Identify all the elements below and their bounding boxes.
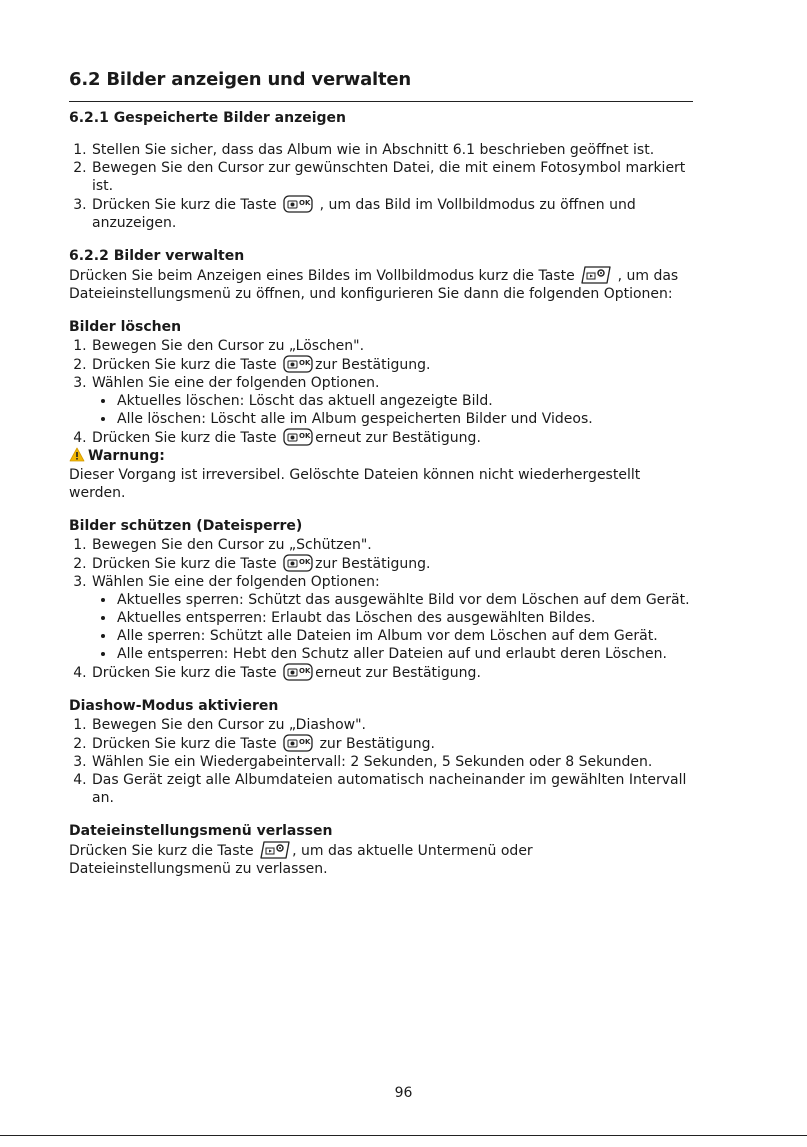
list-item: • Aktuelles sperren: Schützt das ausgewählte Bild vor dem Löschen auf dem Gerät.: [116, 591, 693, 609]
step-text: Wählen Sie eine der folgenden Optionen.: [92, 375, 380, 391]
list-item: [91, 428, 693, 447]
step-text: zur Bestätigung.: [315, 556, 431, 572]
ok-key-icon: [283, 663, 313, 681]
list-item: • Alle entsperren: Hebt den Schutz aller Dateien auf und erlaubt deren Löschen.: [116, 645, 693, 663]
section-6-2-1-title: 6.2.1 Gespeicherte Bilder anzeigen: [69, 110, 346, 126]
svg-text:OK: OK: [299, 738, 311, 746]
step-text: Drücken Sie kurz die Taste: [92, 736, 277, 752]
warning-icon: [69, 447, 85, 462]
paragraph-text: , um das Dateieinstellungsmenü zu öffnen, und konfigurieren Sie dann die folgenden Optionen:: [69, 268, 679, 302]
paragraph: [69, 266, 693, 303]
step-text: Drücken Sie kurz die Taste: [92, 430, 277, 446]
delete-images-title: Bilder löschen: [69, 319, 182, 335]
step-text: , um das Bild im Vollbildmodus zu öffnen und anzuzeigen.: [92, 197, 636, 231]
step-text: zur Bestätigung.: [315, 357, 431, 373]
slideshow-steps-list: [69, 716, 693, 807]
step-text: erneut zur Bestätigung.: [315, 665, 481, 681]
svg-text:OK: OK: [299, 432, 311, 440]
list-item: [91, 554, 693, 573]
step-text: Wählen Sie eine der folgenden Optionen:: [92, 574, 380, 590]
list-item: 1. Bewegen Sie den Cursor zu „Diashow".: [91, 716, 693, 734]
exit-menu-title: Dateieinstellungsmenü verlassen: [69, 823, 333, 839]
paragraph-text: Drücken Sie beim Anzeigen eines Bildes im Vollbildmodus kurz die Taste: [69, 268, 575, 284]
list-item: [91, 663, 693, 682]
section-6-2-2-title: 6.2.2 Bilder verwalten: [69, 248, 245, 264]
view-steps-list: [69, 141, 693, 232]
list-item: • Aktuelles löschen: Löscht das aktuell angezeigte Bild.: [116, 392, 693, 410]
list-item: • Alle sperren: Schützt alle Dateien im Album vor dem Löschen auf dem Gerät.: [116, 627, 693, 645]
list-item: [91, 734, 693, 753]
list-item: 1. Stellen Sie sicher, dass das Album wie in Abschnitt 6.1 beschrieben geöffnet ist.: [91, 141, 693, 159]
ok-key-icon: [283, 734, 313, 752]
step-text: Drücken Sie kurz die Taste: [92, 556, 277, 572]
list-item: [91, 374, 693, 428]
ok-key-icon: [283, 195, 313, 213]
svg-text:OK: OK: [299, 359, 311, 367]
list-item: 1. Bewegen Sie den Cursor zu „Schützen".: [91, 536, 693, 554]
paragraph-text: , um das aktuelle Untermenü oder Dateieinstellungsmenü zu verlassen.: [69, 843, 533, 877]
list-item: 2. Bewegen Sie den Cursor zur gewünschten Datei, die mit einem Fotosymbol markiert ist.: [91, 159, 693, 195]
step-text: zur Bestätigung.: [319, 736, 435, 752]
svg-text:OK: OK: [299, 558, 311, 566]
protect-steps-list: [69, 536, 693, 682]
svg-text:OK: OK: [299, 199, 311, 207]
playback-settings-key-icon: [581, 266, 611, 284]
page-number: 96: [394, 1085, 413, 1101]
paragraph: [69, 841, 693, 878]
step-text: Drücken Sie kurz die Taste: [92, 665, 277, 681]
warning-label: [69, 447, 693, 466]
protect-options-list: [92, 591, 693, 663]
list-item: [91, 355, 693, 374]
delete-steps-list: [69, 337, 693, 447]
protect-images-title: Bilder schützen (Dateisperre): [69, 518, 303, 534]
footer-divider: [0, 1135, 807, 1136]
title-divider: [69, 101, 693, 102]
page-title: 6.2 Bilder anzeigen und verwalten: [69, 69, 412, 90]
list-item: • Aktuelles entsperren: Erlaubt das Löschen des ausgewählten Bildes.: [116, 609, 693, 627]
playback-settings-key-icon: [260, 841, 290, 859]
warning-text: Dieser Vorgang ist irreversibel. Gelöschte Dateien können nicht wiederhergestellt werden.: [69, 467, 641, 501]
svg-text:OK: OK: [299, 667, 311, 675]
ok-key-icon: [283, 355, 313, 373]
list-item: • Alle löschen: Löscht alle im Album gespeicherten Bilder und Videos.: [116, 410, 693, 428]
list-item: 3. Wählen Sie ein Wiedergabeintervall: 2 Sekunden, 5 Sekunden oder 8 Sekunden.: [91, 753, 693, 771]
list-item: [91, 573, 693, 663]
step-text: erneut zur Bestätigung.: [315, 430, 481, 446]
ok-key-icon: [283, 554, 313, 572]
list-item: 4. Das Gerät zeigt alle Albumdateien automatisch nacheinander im gewählten Intervall an.: [91, 771, 693, 807]
list-item: 1. Bewegen Sie den Cursor zu „Löschen".: [91, 337, 693, 355]
step-text: Drücken Sie kurz die Taste: [92, 357, 277, 373]
list-item: [91, 195, 693, 232]
step-text: Drücken Sie kurz die Taste: [92, 197, 277, 213]
paragraph-text: Drücken Sie kurz die Taste: [69, 843, 254, 859]
delete-options-list: [92, 392, 693, 428]
warning-label-text: Warnung:: [88, 448, 165, 464]
document-page: [69, 68, 693, 878]
ok-key-icon: [283, 428, 313, 446]
slideshow-title: Diashow-Modus aktivieren: [69, 698, 279, 714]
